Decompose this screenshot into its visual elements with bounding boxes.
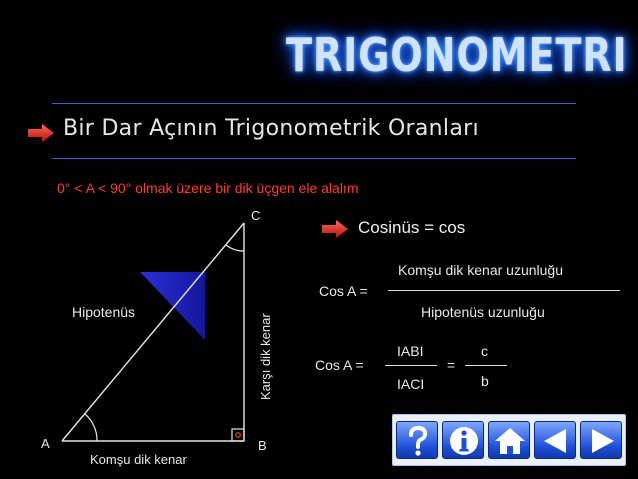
trigonometri-logo: TRIGONOMETRI [286,28,628,82]
info-button[interactable] [442,421,484,459]
intro-text: 0° < A < 90° olmak üzere bir dik üçgen ele alalım [57,180,359,196]
adjacent-side-label: Komşu dik kenar [90,452,187,467]
top-divider [52,103,576,104]
denominator-ac: IACI [397,376,425,392]
bullet-arrow-icon [28,124,54,142]
denominator-b: b [481,373,489,389]
denominator-hypotenuse: Hipotenüs uzunluğu [421,304,545,320]
triangle-right-icon [581,422,623,460]
cosine-title: Cosinüs = cos [358,218,466,237]
fraction-line-2 [385,365,437,366]
hypotenuse-label: Hipotenüs [72,304,136,320]
previous-button[interactable] [534,421,576,459]
right-angle-dot [236,433,241,438]
opposite-side-label: Karşı dik kenar [258,313,273,400]
help-button[interactable] [396,421,438,459]
page-title: Bir Dar Açının Trigonometrik Oranları [63,116,479,141]
home-button[interactable] [488,421,530,459]
hypotenuse-line [62,223,244,441]
right-triangle-diagram [0,195,300,455]
numerator-adjacent: Komşu dik kenar uzunluğu [398,262,563,278]
home-icon [489,422,531,460]
numerator-ab: IABI [397,343,424,359]
vertex-a-label: A [41,436,50,451]
cos-a-prefix-1: Cos A = [319,283,368,299]
vertex-c-label: C [251,208,261,223]
info-icon [443,422,485,460]
fraction-line-1 [388,290,620,291]
right-angle-mark [232,429,244,441]
bottom-divider [52,158,576,159]
angle-a-arc [85,414,97,441]
cos-a-prefix-2: Cos A = [315,357,364,373]
vertex-b-label: B [258,438,267,453]
equals-sign: = [447,357,456,373]
navigation-bar [392,414,626,466]
numerator-c: c [481,343,488,359]
bullet-arrow-icon [322,220,348,238]
triangle-left-icon [535,422,577,460]
fraction-line-3 [465,365,507,366]
angle-c-arc [226,245,244,251]
question-icon [397,422,439,460]
next-button[interactable] [580,421,622,459]
